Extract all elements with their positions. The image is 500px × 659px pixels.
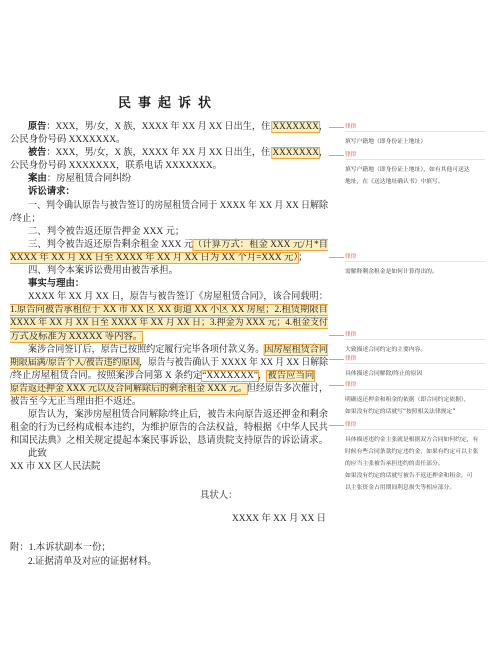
attachment-item: 2.证据清单及对应的证据材料。: [28, 557, 157, 567]
doc-line: [10, 226, 328, 239]
comment-connector: [329, 127, 344, 128]
text-segment: 一、判令确认原告与被告签订的房屋租赁合同于 XXXX 年 XX 月 XX 日解除: [28, 200, 328, 211]
doc-line-text: [28, 186, 75, 199]
comment-connector: [329, 155, 344, 156]
doc-line: [10, 173, 328, 186]
comment-text-line: [345, 446, 493, 458]
comment-author: 律律: [345, 355, 485, 364]
bold-heading-text: 被告: [28, 148, 47, 159]
doc-line-text: [10, 317, 328, 330]
comment-text-line: [345, 136, 493, 148]
doc-line-text: [10, 370, 314, 383]
doc-line-text: [10, 461, 100, 474]
text-segment: ，: [257, 370, 268, 381]
highlighted-text: XXXXXXX: [272, 122, 319, 132]
comment-text: 大致描述合同约定的主要内容。: [345, 347, 427, 353]
doc-line-text: [28, 239, 328, 252]
signature-label: 具状人：: [200, 491, 238, 501]
text-segment: 公民身份号码 XXXXXXX，联系电话 XXXXXXX。: [10, 161, 222, 172]
comment-text-line: [345, 434, 493, 446]
doc-line: [10, 357, 328, 370]
doc-line: [10, 448, 328, 461]
comment-text-line: [345, 406, 493, 418]
signature-date: XXXX 年 XX 月 XX 日: [232, 514, 327, 524]
comment-author: 律律: [345, 253, 485, 262]
highlighted-text: XXXX 年 XX 月 XX 日至 XXXX 年 XX 月 XX 日为 XX 个月=XXX 元）: [10, 252, 299, 263]
comment-text: 如果没有约定的话就写“按照相关法律规定”: [345, 409, 456, 415]
doc-line-text: [28, 344, 328, 357]
comment-text: 如果没有约定的话就写被告不返还押金和租金，可: [345, 473, 473, 479]
highlighted-text: 期限届满/原告个人/被告违约原因: [10, 357, 140, 368]
doc-line-text: [28, 226, 184, 239]
doc-line-text: [28, 409, 328, 422]
text-segment: 原告认为，案涉房屋租赁合同解除/终止后，被告未向原告返还押金和剩余: [28, 410, 328, 421]
text-segment: XX 市 XX 区人民法院: [10, 462, 101, 473]
comment-text: 具体描述合同解除/终止的原因: [345, 371, 423, 377]
doc-line-text: [10, 383, 328, 396]
highlighted-text: 因房屋租赁合同: [264, 344, 328, 355]
doc-line: [10, 278, 328, 291]
comment-card[interactable]: [345, 151, 493, 188]
text-segment: 被告至今无正当理由拒不返还。: [10, 396, 142, 407]
doc-line-text: [28, 173, 131, 186]
doc-line-text: [28, 291, 328, 304]
comment-author: 律律: [345, 421, 485, 430]
text-segment: ：XXX，男/女，X 族，XXXX 年 XX 月 XX 日出生，住: [46, 122, 273, 132]
text-segment: ：房屋租赁合同纠纷: [46, 174, 132, 185]
comment-text: 需解释剩余租金是如何计算得出的。: [345, 269, 438, 275]
doc-line-text: [10, 252, 307, 265]
text-segment: 案涉合同签订后，原告已按照约定履行完毕各项付款义务。: [28, 344, 265, 355]
doc-line-text: [10, 160, 222, 173]
doc-line: [10, 331, 328, 344]
doc-line-text: [28, 448, 47, 461]
doc-line: [10, 160, 328, 173]
doc-line-text: [10, 396, 141, 409]
text-segment: ，: [318, 148, 328, 159]
doc-line-text: [10, 357, 328, 370]
comment-author: 律律: [345, 151, 485, 160]
doc-line: [10, 252, 328, 265]
doc-line: [10, 370, 328, 383]
comment-connector: [329, 425, 344, 426]
doc-line-text: [10, 134, 125, 147]
text-segment: 二、判令被告返还原告押金 XXX 元；: [28, 226, 185, 237]
text-segment: 此致: [28, 449, 47, 460]
document-title: 民事起诉状: [117, 95, 218, 110]
comment-card[interactable]: [345, 381, 493, 418]
text-segment: 和国民法典》之相关规定提起本案民事诉讼，恳请贵院支持原告的诉讼请求。: [10, 436, 328, 447]
text-segment: ；: [298, 252, 308, 263]
doc-line-text: [28, 265, 178, 278]
doc-line: [10, 134, 328, 147]
comment-card[interactable]: [345, 123, 493, 148]
doc-line: [10, 147, 328, 160]
bold-heading-text: 诉讼请求：: [28, 187, 75, 198]
bold-heading-text: 案由: [28, 174, 47, 185]
comment-text: 时候有些合同条款约定违约金，如果有约定可以主张: [345, 449, 479, 455]
comment-connector: [329, 335, 344, 336]
doc-line: [10, 265, 328, 278]
comment-text-line: [345, 394, 493, 406]
comment-connector: [329, 257, 344, 258]
doc-line: [10, 383, 328, 396]
comment-text-line: [345, 176, 493, 188]
doc-line: [10, 396, 328, 409]
doc-line: [10, 213, 328, 226]
comment-author: 律律: [345, 381, 485, 390]
comment-author: 律律: [345, 123, 485, 132]
doc-line-text: [10, 304, 328, 317]
comment-text: 具体描述违约金主张就是根据双方合同如何约定，有: [345, 437, 479, 443]
comment-card[interactable]: [345, 253, 493, 278]
text-segment: /终止；: [10, 213, 41, 224]
doc-line: [10, 200, 328, 213]
text-segment: ，原告与被告确认于 XXXX 年 XX 月 XX 日解除: [139, 357, 328, 368]
attachment-item: 附：1.本诉状副本一份；: [10, 543, 111, 553]
doc-line: [10, 239, 328, 252]
document-body: [10, 121, 328, 475]
comment-card[interactable]: [345, 421, 493, 494]
doc-line-text: [10, 331, 142, 344]
bold-heading-text: 事实与理由：: [28, 279, 85, 290]
doc-line-text: [10, 422, 328, 435]
comment-text: 地址，在《送达地址确认书》中填写。: [345, 179, 444, 185]
doc-line: [10, 435, 328, 448]
doc-line: [10, 409, 328, 422]
highlighted-text: 被告应当向: [267, 370, 315, 381]
comment-card[interactable]: [345, 355, 493, 380]
highlighted-text: XXXX 年 XX 月 XX 日至 XXXX 年 XX 月 XX 日；3.押金为 XXX 元；4.租金支付: [10, 318, 328, 329]
text-segment: 公民身份号码 XXXXXXX。: [10, 135, 126, 146]
text-segment: 租金的行为已经构成根本违约，为维护原告的合法权益，特根据《中华人民共: [10, 423, 328, 434]
boxed-quote-text: “XXXXXXX”: [202, 370, 258, 381]
doc-line-text: [28, 200, 328, 213]
doc-line: [10, 304, 328, 317]
comment-text-line: [345, 458, 493, 470]
comment-text: 填写户籍地（即身份证上地址），如有其他可送达: [345, 167, 470, 173]
doc-line-text: [28, 147, 328, 160]
doc-line: [10, 422, 328, 435]
highlighted-text: 方式及标准为 XXXXX 等内容。: [10, 331, 143, 342]
comment-text: 明确返还押金和租金的依据（即合同约定依据），: [345, 397, 470, 403]
comment-text-line: [345, 164, 493, 176]
doc-line: [10, 121, 328, 134]
doc-line: [10, 461, 328, 474]
comment-author: 律律: [345, 331, 485, 340]
doc-line: [10, 344, 328, 357]
text-segment: 三、判令被告返还原告剩余租金 XXX 元: [28, 239, 194, 250]
comment-connector: [329, 359, 344, 360]
comment-text: 的应当主张被告承担违约的责任部分。: [345, 461, 444, 467]
comment-connector: [329, 385, 344, 386]
text-segment: /终止房屋租赁合同。按照案涉合同第 X 条约定: [10, 370, 203, 381]
comment-text-line: [345, 368, 493, 380]
bold-heading-text: 原告: [28, 122, 47, 132]
doc-line: [10, 186, 328, 199]
comment-text: 以主张资金占用期间利息损失等相应部分。: [345, 485, 456, 491]
text-segment: ：XXX，男/女，X 族，XXXX 年 XX 月 XX 日出生，住: [46, 148, 273, 159]
comment-text: 填写户籍地（即身份证上地址）: [345, 139, 427, 145]
highlighted-text: XXXXXXX: [272, 148, 319, 159]
comment-text-line: [345, 470, 493, 482]
highlighted-text: 1.原告向被告承租位于 XX 市 XX 区 XX 街道 XX 小区 XX 房屋；2.租赁期限自: [10, 305, 328, 316]
comment-card[interactable]: [345, 331, 493, 356]
doc-line-text: [28, 278, 84, 291]
doc-line-text: [10, 213, 41, 226]
doc-line: [10, 317, 328, 330]
doc-line-text: [28, 121, 328, 134]
text-segment: 但经原告多次催讨，: [247, 383, 328, 394]
text-segment: 四、判令本案诉讼费用由被告承担。: [28, 266, 179, 277]
text-segment: XXXX 年 XX 月 XX 日，原告与被告签订《房屋租赁合同》，该合同载明：: [28, 292, 328, 303]
comment-text-line: [345, 266, 493, 278]
highlighted-text: 原告返还押金 XXX 元以及合同解除后的剩余租金 XXX 元。: [10, 383, 247, 394]
text-segment: ，: [318, 122, 328, 132]
doc-line-text: [10, 435, 328, 448]
comment-text-line: [345, 482, 493, 494]
highlighted-text: （计算方式：租金 XXX 元/月*自: [193, 239, 328, 250]
doc-line: [10, 291, 328, 304]
